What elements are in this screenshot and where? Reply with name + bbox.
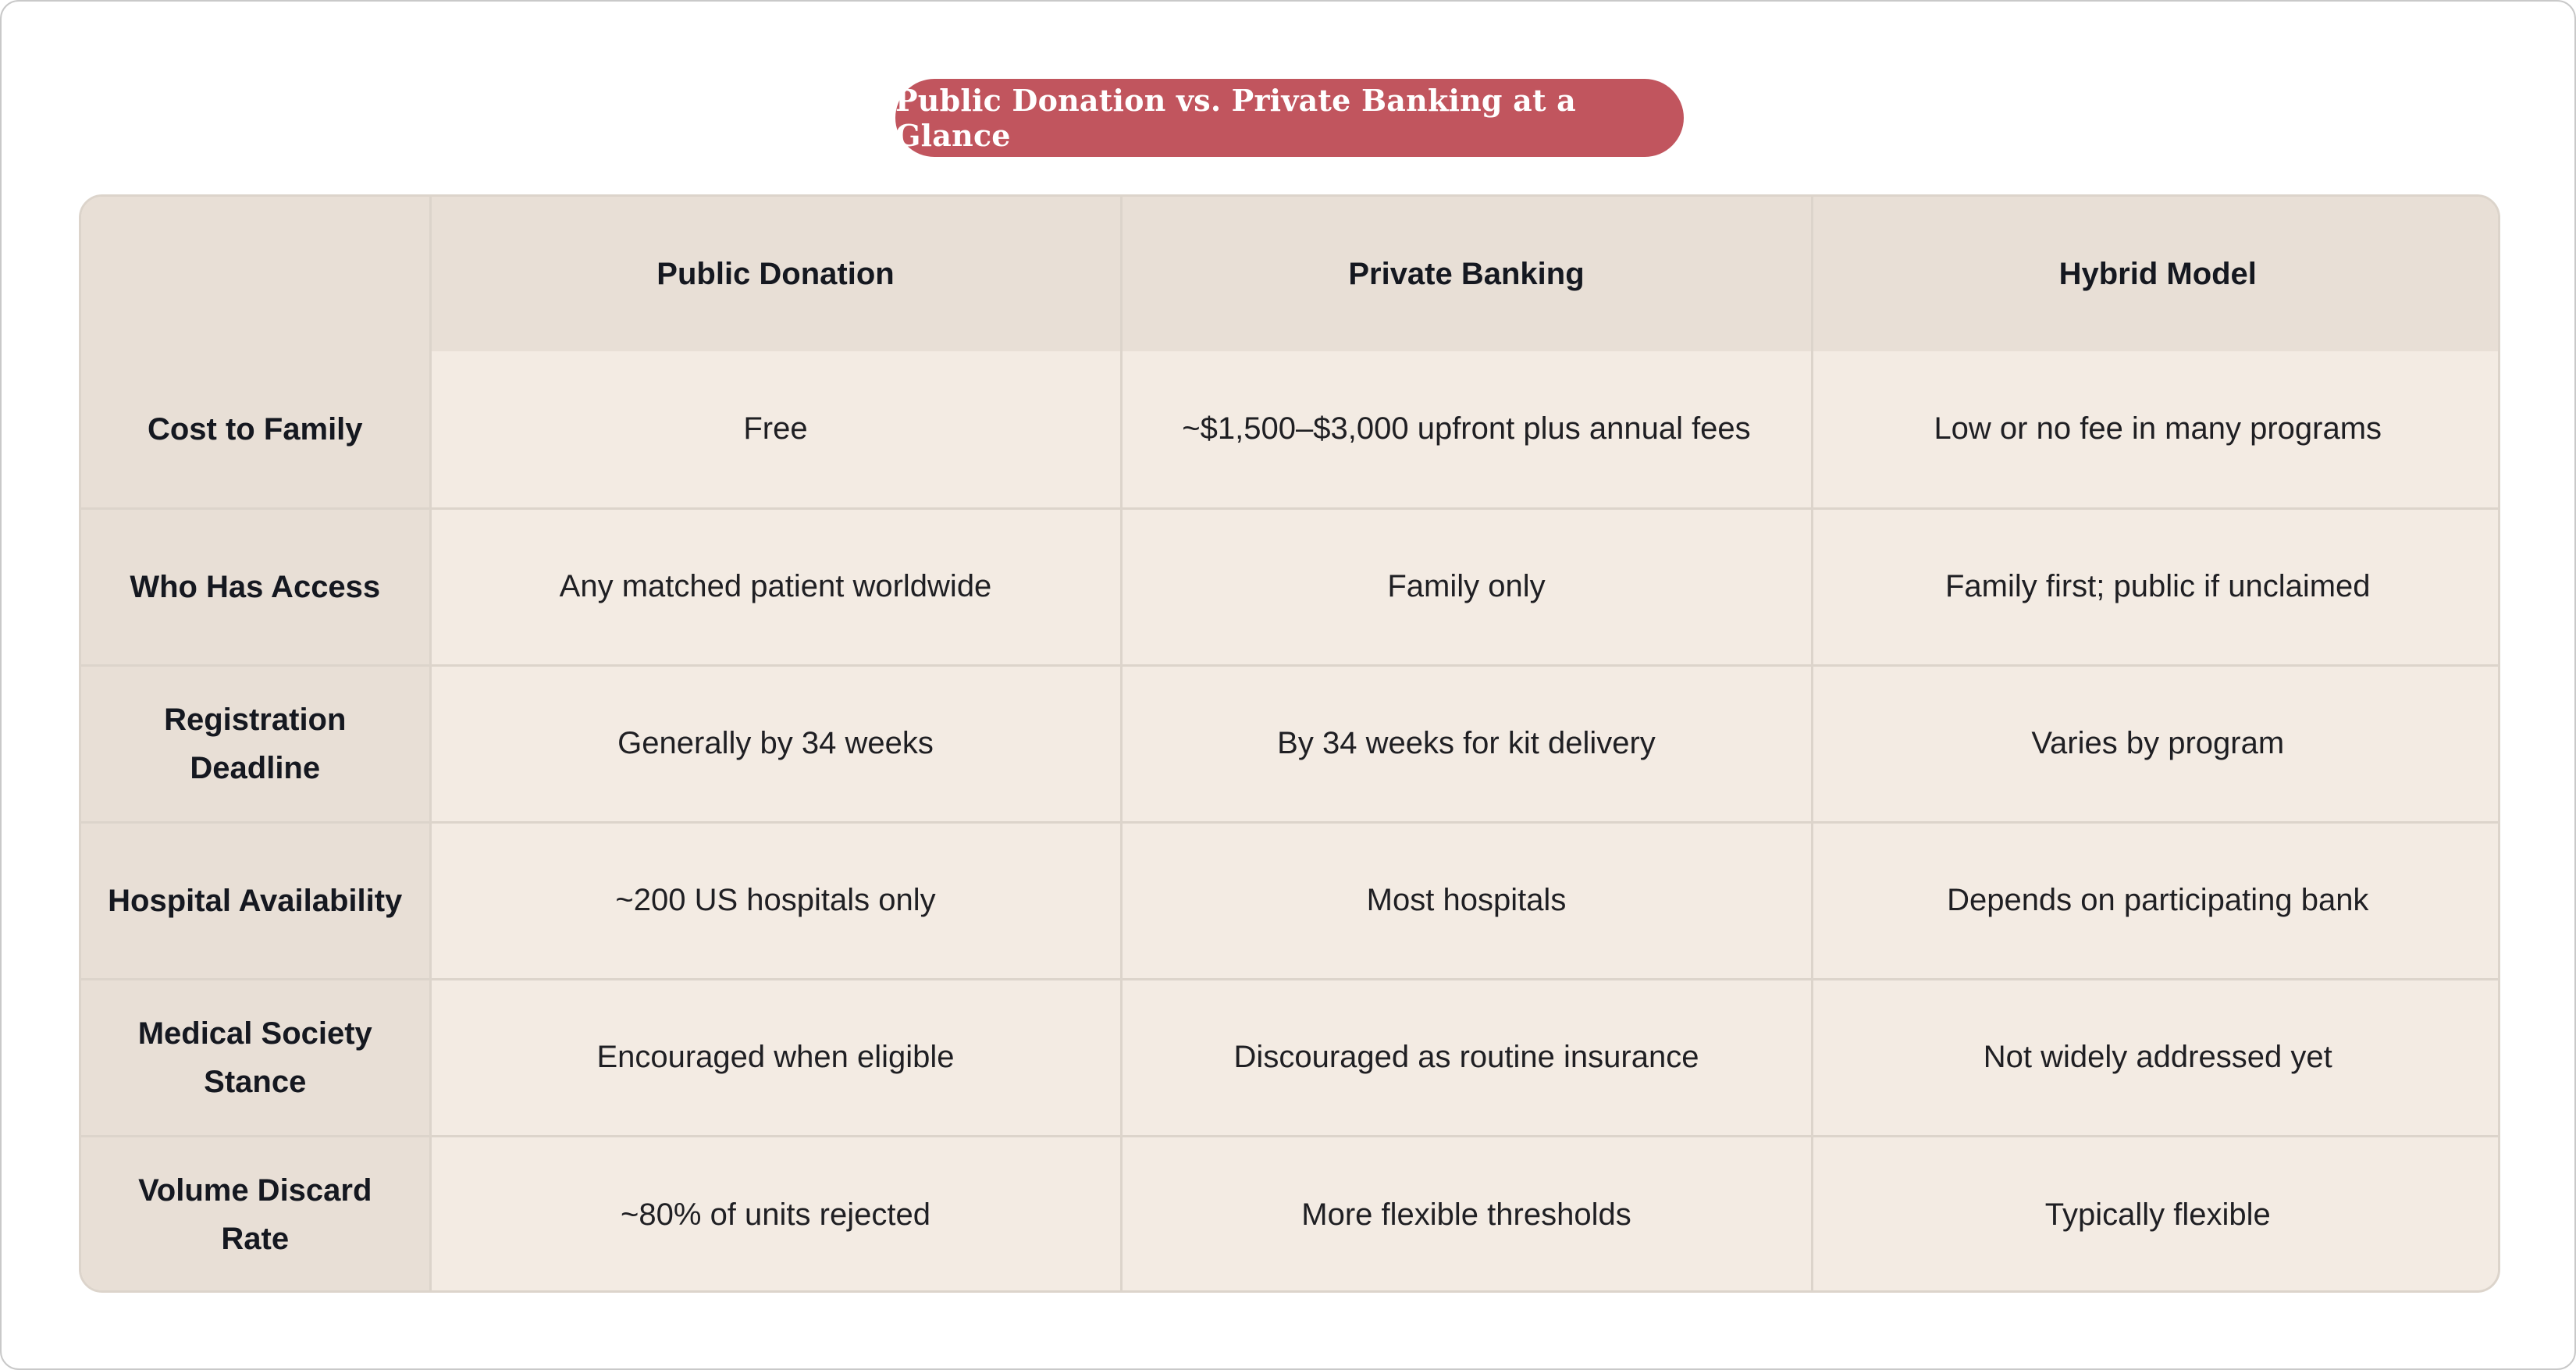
row-label-hospital-availability: Hospital Availability bbox=[81, 822, 430, 979]
table-header-row bbox=[81, 197, 2500, 351]
table-cell: Most hospitals bbox=[1121, 822, 1812, 979]
table-cell: More flexible thresholds bbox=[1121, 1136, 1812, 1293]
table-row bbox=[81, 1136, 2500, 1293]
column-header-private-banking: Private Banking bbox=[1121, 197, 1812, 351]
table-cell: Encouraged when eligible bbox=[430, 979, 1121, 1136]
table-cell: Any matched patient worldwide bbox=[430, 508, 1121, 665]
table-cell: Free bbox=[430, 351, 1121, 508]
table-cell: ~200 US hospitals only bbox=[430, 822, 1121, 979]
comparison-table bbox=[81, 197, 2500, 1293]
table-cell: Family only bbox=[1121, 508, 1812, 665]
row-label-volume-discard-rate: Volume Discard Rate bbox=[81, 1136, 430, 1293]
table-cell: Depends on participating bank bbox=[1812, 822, 2500, 979]
table-cell: Discouraged as routine insurance bbox=[1121, 979, 1812, 1136]
table-row bbox=[81, 979, 2500, 1136]
table-cell: ~80% of units rejected bbox=[430, 1136, 1121, 1293]
table-cell: ~$1,500–$3,000 upfront plus annual fees bbox=[1121, 351, 1812, 508]
table-row bbox=[81, 351, 2500, 508]
row-label-cost-to-family: Cost to Family bbox=[81, 351, 430, 508]
table-cell: By 34 weeks for kit delivery bbox=[1121, 665, 1812, 822]
table-cell: Varies by program bbox=[1812, 665, 2500, 822]
page-title: Public Donation vs. Private Banking at a Glance bbox=[895, 79, 1684, 157]
corner-header-cell bbox=[81, 197, 430, 351]
table-cell: Not widely addressed yet bbox=[1812, 979, 2500, 1136]
column-header-hybrid-model: Hybrid Model bbox=[1812, 197, 2500, 351]
table-cell: Low or no fee in many programs bbox=[1812, 351, 2500, 508]
table-row bbox=[81, 508, 2500, 665]
table-row bbox=[81, 822, 2500, 979]
column-header-public-donation: Public Donation bbox=[430, 197, 1121, 351]
row-label-who-has-access: Who Has Access bbox=[81, 508, 430, 665]
comparison-table-container bbox=[79, 194, 2500, 1293]
row-label-registration-deadline: Registration Deadline bbox=[81, 665, 430, 822]
table-cell: Typically flexible bbox=[1812, 1136, 2500, 1293]
table-cell: Generally by 34 weeks bbox=[430, 665, 1121, 822]
table-cell: Family first; public if unclaimed bbox=[1812, 508, 2500, 665]
row-label-medical-society-stance: Medical Society Stance bbox=[81, 979, 430, 1136]
table-row bbox=[81, 665, 2500, 822]
